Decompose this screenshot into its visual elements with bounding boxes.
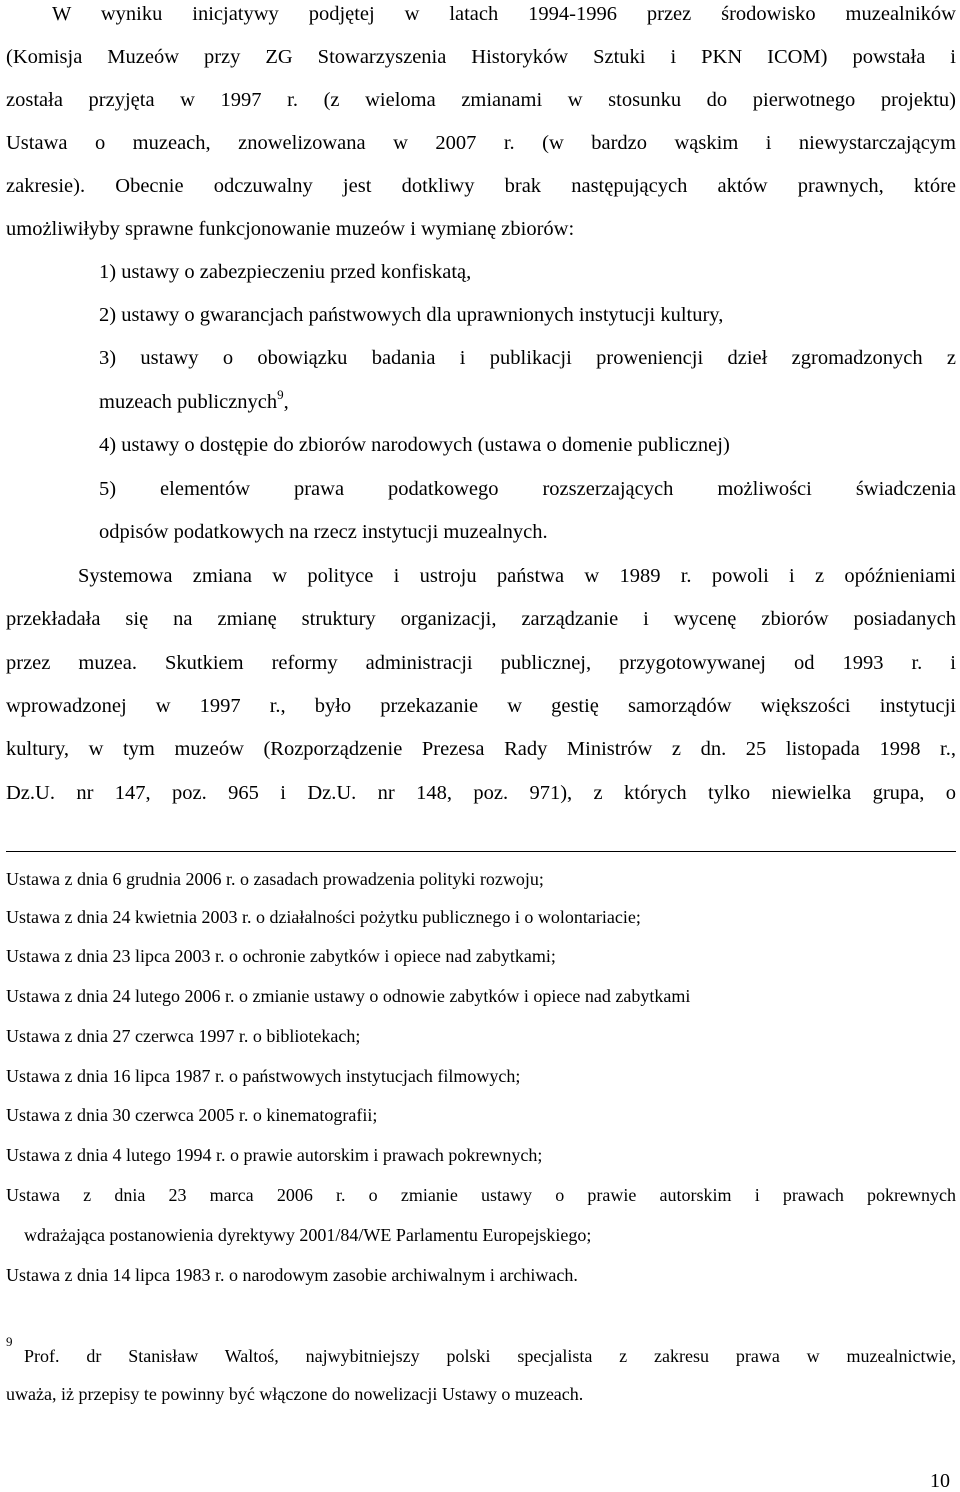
- footnote-separator: [6, 851, 956, 852]
- body-line-3: została przyjęta w 1997 r. (z wieloma zmianami w stosunku do pierwotnego projektu): [6, 89, 956, 111]
- para2-line-5: kultury, w tym muzeów (Rozporządzenie Prezesa Rady Ministrów z dn. 25 listopada 1998 r.,: [6, 738, 956, 760]
- list-item-1: 1) ustawy o zabezpieczeniu przed konfiskatą,: [99, 261, 472, 283]
- footnote-ref-9: 9: [277, 387, 284, 402]
- list-item-3-text: muzeach publicznych: [99, 391, 278, 413]
- list-item-2: 2) ustawy o gwarancjach państwowych dla uprawnionych instytucji kultury,: [99, 304, 724, 326]
- footnote-law-5: Ustawa z dnia 27 czerwca 1997 r. o bibliotekach;: [6, 1026, 361, 1046]
- para2-line-4: wprowadzonej w 1997 r., było przekazanie w gestię samorządów większości instytucji: [6, 695, 956, 717]
- footnote-9-line-1: Prof. dr Stanisław Waltoś, najwybitniejszy polski specjalista z zakresu prawa w muzealnictwie,: [24, 1346, 956, 1366]
- footnote-law-6: Ustawa z dnia 16 lipca 1987 r. o państwowych instytucjach filmowych;: [6, 1066, 521, 1086]
- body-line-2: (Komisja Muzeów przy ZG Stowarzyszenia Historyków Sztuki i PKN ICOM) powstała i: [6, 46, 956, 68]
- footnote-law-10: Ustawa z dnia 14 lipca 1983 r. o narodowym zasobie archiwalnym i archiwach.: [6, 1265, 578, 1285]
- footnote-9-line-2: uważa, iż przepisy te powinny być włączone do nowelizacji Ustawy o muzeach.: [6, 1384, 584, 1404]
- para2-line-6: Dz.U. nr 147, poz. 965 i Dz.U. nr 148, poz. 971), z których tylko niewielka grupa, o: [6, 782, 956, 804]
- footnote-law-9-line-1: Ustawa z dnia 23 marca 2006 r. o zmianie ustawy o prawie autorskim i prawach pokrewnych: [6, 1185, 956, 1205]
- footnote-law-8: Ustawa z dnia 4 lutego 1994 r. o prawie autorskim i prawach pokrewnych;: [6, 1145, 543, 1165]
- list-item-4: 4) ustawy o dostępie do zbiorów narodowych (ustawa o domenie publicznej): [99, 434, 730, 456]
- footnote-law-9-line-2: wdrażająca postanowienia dyrektywy 2001/84/WE Parlamentu Europejskiego;: [24, 1225, 592, 1245]
- footnote-law-2: Ustawa z dnia 24 kwietnia 2003 r. o działalności pożytku publicznego i o wolontariacie;: [6, 907, 641, 927]
- page-number: 10: [930, 1470, 950, 1492]
- body-line-5: zakresie). Obecnie odczuwalny jest dotkliwy brak następujących aktów prawnych, które: [6, 175, 956, 197]
- list-item-5-line-2: odpisów podatkowych na rzecz instytucji muzealnych.: [99, 521, 548, 543]
- footnote-9-marker: 9: [6, 1334, 13, 1349]
- list-item-3-line-1: 3) ustawy o obowiązku badania i publikacji proweniencji dzieł zgromadzonych z: [99, 347, 956, 369]
- footnote-law-4: Ustawa z dnia 24 lutego 2006 r. o zmianie ustawy o odnowie zabytków i opiece nad zabytkami: [6, 986, 691, 1006]
- footnote-law-7: Ustawa z dnia 30 czerwca 2005 r. o kinematografii;: [6, 1105, 378, 1125]
- list-item-3-tail: ,: [283, 391, 289, 413]
- body-line-6: umożliwiłyby sprawne funkcjonowanie muzeów i wymianę zbiorów:: [6, 218, 575, 240]
- para2-line-2: przekładała się na zmianę struktury organizacji, zarządzanie i wycenę zbiorów posiadanych: [6, 608, 956, 630]
- body-line-1: W wyniku inicjatywy podjętej w latach 1994-1996 przez środowisko muzealników: [52, 3, 956, 25]
- footnote-law-1: Ustawa z dnia 6 grudnia 2006 r. o zasadach prowadzenia polityki rozwoju;: [6, 869, 544, 889]
- para2-line-1: Systemowa zmiana w polityce i ustroju państwa w 1989 r. powoli i z opóźnieniami: [78, 565, 956, 587]
- list-item-3-line-2: [99, 387, 956, 414]
- list-item-5-line-1: 5) elementów prawa podatkowego rozszerzających możliwości świadczenia: [99, 478, 956, 500]
- para2-line-3: przez muzea. Skutkiem reformy administracji publicznej, przygotowywanej od 1993 r. i: [6, 652, 956, 674]
- body-line-4: Ustawa o muzeach, znowelizowana w 2007 r. (w bardzo wąskim i niewystarczającym: [6, 132, 956, 154]
- footnote-law-3: Ustawa z dnia 23 lipca 2003 r. o ochronie zabytków i opiece nad zabytkami;: [6, 946, 556, 966]
